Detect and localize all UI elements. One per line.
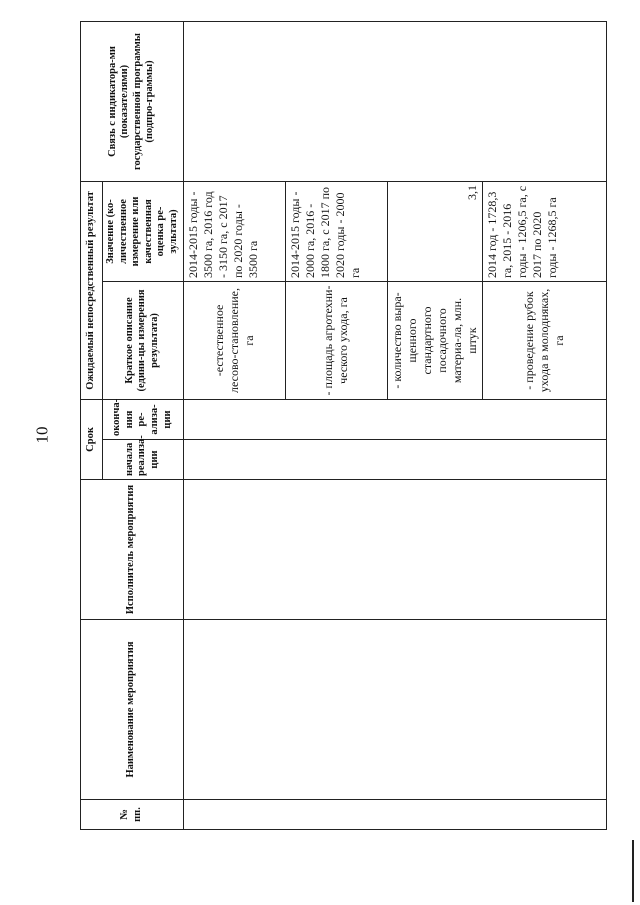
measures-table [80,21,607,830]
row-3-desc: - количество выра-щенного стандартного посадочного материа-ла, млн. штук [387,281,482,399]
header-num: № пп. [81,800,184,830]
header-expected-value: Значение (ко-личественное измерение или качественная оценка ре-зультата) [103,181,184,281]
header-name: Наименование мероприятия [81,620,184,800]
row-1-desc: -естественное лесово-становление, га [183,281,285,399]
row-2-value: 2014-2015 годы - 2000 га, 2016 - 1800 га, с 2017 по 2020 годы - 2000 га [285,181,387,281]
header-expected-desc: Краткое описание (едини-цы измерения результата) [103,281,184,399]
cell-executor [183,480,606,620]
header-term-start: начала реализа-ции [103,440,184,480]
cell-term-end [183,399,606,439]
header-term-end: оконча-ния ре-ализа-ции [103,399,184,439]
cell-term-start [183,440,606,480]
cell-name [183,620,606,800]
header-executor: Исполнитель мероприятия [81,480,184,620]
header-term: Срок [81,399,103,479]
row-4-value: 2014 год - 1728,3 га, 2015 - 2016 годы - 1206,5 га, с 2017 по 2020 годы - 1268,5 га [482,181,606,281]
scan-edge-line [632,840,634,902]
row-3-value: 3,1 [387,181,482,281]
row-2-desc: - площадь агротехни-ческого ухода, га [285,281,387,399]
page-number: 10 [32,426,52,444]
header-link: Связь с индикатора-ми (показателями) государственной программы (подпро-граммы) [81,21,184,181]
cell-link [183,21,606,181]
rotated-table-wrapper [80,22,582,830]
header-expected: Ожидаемый непосредственный результат [81,181,103,399]
row-4-desc: - проведение рубок ухода в молодняках, га [482,281,606,399]
row-1-value: 2014-2015 годы - 3500 га, 2016 год - 3150 га, с 2017 по 2020 годы - 3500 га [183,181,285,281]
cell-num [183,800,606,830]
